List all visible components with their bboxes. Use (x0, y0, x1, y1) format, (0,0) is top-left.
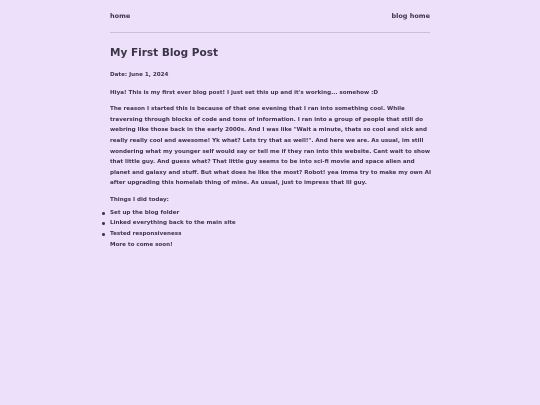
list-item (110, 229, 432, 240)
post-date (110, 70, 432, 81)
home-link[interactable]: home (110, 12, 131, 20)
todo-list (110, 208, 432, 240)
post-outro: More to come soon! (110, 241, 173, 248)
list-item-text: Tested responsiveness (110, 231, 182, 238)
post-title: My First Blog Post (110, 47, 218, 59)
bullet-icon (102, 233, 105, 236)
date-value: June 1, 2024 (129, 72, 169, 78)
post-intro: Hiya! This is my first ever blog post! I just set this up and it's working... somehow :D (110, 89, 379, 96)
date-label: Date: (110, 72, 128, 78)
blog-home-link[interactable]: blog home (391, 12, 430, 20)
top-nav (110, 0, 430, 33)
list-heading: Things I did today: (110, 196, 169, 203)
post-body: The reason I started this is because of that one evening that I ran into something cool. While traversing through blocks of code and tons of information. I ran into a group of people that still do webring like those back in the early 2000s. And I was like "Wait a minute, thats so cool and sick and really really cool and awesome! Yk what? Lets try that as well!". And here we are. As usual, im still wondering what my younger self would say or tell me if they ran into this website. Cant wait to show that little guy. And guess what? That little guy seems to be into sci-fi movie and space alien and planet and galaxy and stuff. But what does he like the most? Robot! yea imma try to make my own AI after upgrading this homelab thing of mine. As usual, just to impress that lil guy. (110, 106, 432, 187)
list-item-text: Set up the blog folder (110, 209, 180, 216)
list-item (110, 218, 432, 229)
list-item (110, 208, 432, 219)
bullet-icon (102, 222, 105, 225)
page-container (110, 0, 432, 248)
bullet-icon (102, 212, 105, 215)
list-item-text: Linked everything back to the main site (110, 220, 236, 227)
post-content (110, 70, 432, 251)
